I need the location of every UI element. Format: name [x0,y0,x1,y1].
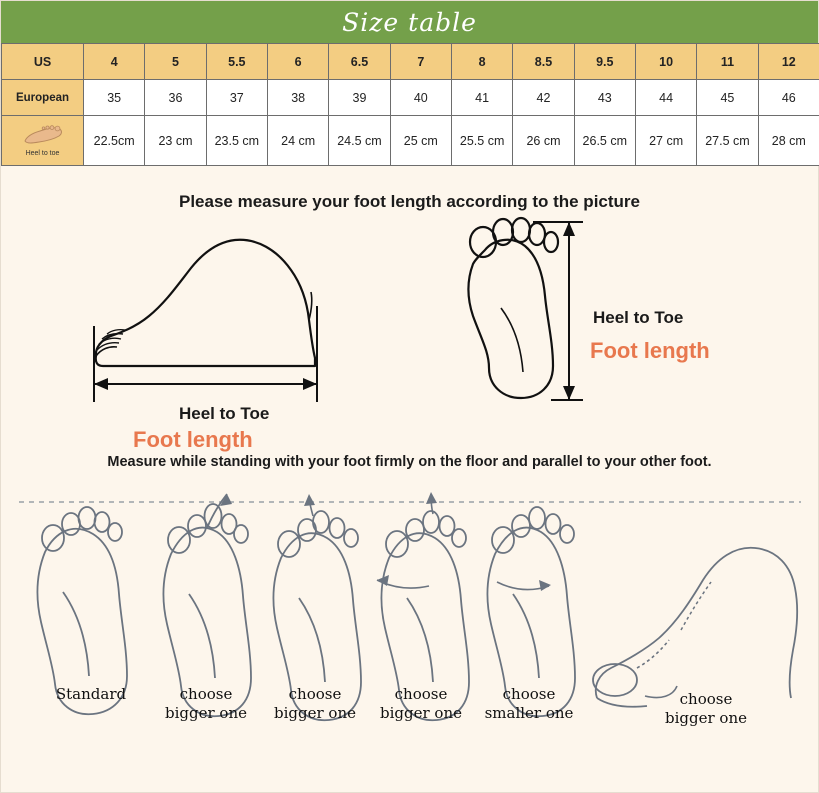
cell-cm-1: 23 cm [145,116,206,166]
cell-cm-3: 24 cm [267,116,328,166]
footprint-caption-2-line1: choose [179,685,233,703]
cell-eu-8: 43 [574,80,635,116]
measure-heading: Please measure your foot length according to the picture [179,192,640,211]
footprint-caption-2-line2: bigger one [165,704,247,722]
footprint-icon-caption: Heel to toe [25,149,60,157]
cell-eu-11: 46 [758,80,819,116]
table-row-us [2,44,819,80]
row-label-heel-to-toe [2,116,84,166]
footprint-caption-6-line1: choose [679,690,733,708]
cell-us-1: 5 [145,44,206,80]
table-row-heel-to-toe [2,116,819,166]
footprint-caption-5 [469,685,589,723]
footprint-caption-4-line1: choose [394,685,448,703]
cell-cm-7: 26 cm [513,116,574,166]
cell-eu-7: 42 [513,80,574,116]
cell-eu-3: 38 [267,80,328,116]
cell-us-4: 6.5 [329,44,390,80]
cell-cm-0: 22.5cm [84,116,145,166]
page-title-bar [1,1,818,43]
cell-us-0: 4 [84,44,145,80]
measurement-diagrams [1,212,818,452]
cell-cm-10: 27.5 cm [697,116,758,166]
cell-cm-8: 26.5 cm [574,116,635,166]
footprint-caption-standard: Standard [55,685,127,703]
page-title: Size table [342,7,477,37]
footprint-caption-4 [361,685,481,723]
cell-eu-0: 35 [84,80,145,116]
footprint-caption-3-line1: choose [288,685,342,703]
footprint-caption-5-line2: smaller one [484,704,574,722]
cell-us-6: 8 [451,44,512,80]
cell-us-11: 12 [758,44,819,80]
cell-us-2: 5.5 [206,44,267,80]
cell-us-5: 7 [390,44,451,80]
cell-us-10: 11 [697,44,758,80]
footprint-caption-3-line2: bigger one [274,704,356,722]
row-label-us: US [2,44,84,80]
cell-eu-9: 44 [635,80,696,116]
cell-eu-5: 40 [390,80,451,116]
cell-cm-5: 25 cm [390,116,451,166]
row-label-european: European [2,80,84,116]
cell-cm-2: 23.5 cm [206,116,267,166]
cell-eu-2: 37 [206,80,267,116]
table-row-european [2,80,819,116]
footprint-caption-6 [646,690,766,728]
footprint-icon [21,124,65,149]
cell-cm-11: 28 cm [758,116,819,166]
cell-us-7: 8.5 [513,44,574,80]
top-view-heel-to-toe-label: Heel to Toe [593,308,684,327]
cell-eu-1: 36 [145,80,206,116]
cell-eu-10: 45 [697,80,758,116]
cell-us-8: 9.5 [574,44,635,80]
footprint-caption-6-line2: bigger one [665,709,747,727]
size-table [1,43,819,166]
cell-eu-6: 41 [451,80,512,116]
footprint-caption-5-line1: choose [502,685,556,703]
footprint-caption-3 [255,685,375,723]
top-view-foot-length-label: Foot length [590,338,710,363]
footprint-caption-2 [146,685,266,723]
cell-cm-6: 25.5 cm [451,116,512,166]
side-view-foot-length-label: Foot length [133,427,253,452]
cell-eu-4: 39 [329,80,390,116]
footprint-comparison [1,480,818,770]
measure-note: Measure while standing with your foot firmly on the floor and parallel to your other foot. [107,454,712,470]
cell-cm-4: 24.5 cm [329,116,390,166]
cell-us-3: 6 [267,44,328,80]
footprint-caption-4-line2: bigger one [380,704,462,722]
side-view-heel-to-toe-label: Heel to Toe [179,404,270,423]
side-view-foot-icon [61,216,341,421]
cell-us-9: 10 [635,44,696,80]
cell-cm-9: 27 cm [635,116,696,166]
